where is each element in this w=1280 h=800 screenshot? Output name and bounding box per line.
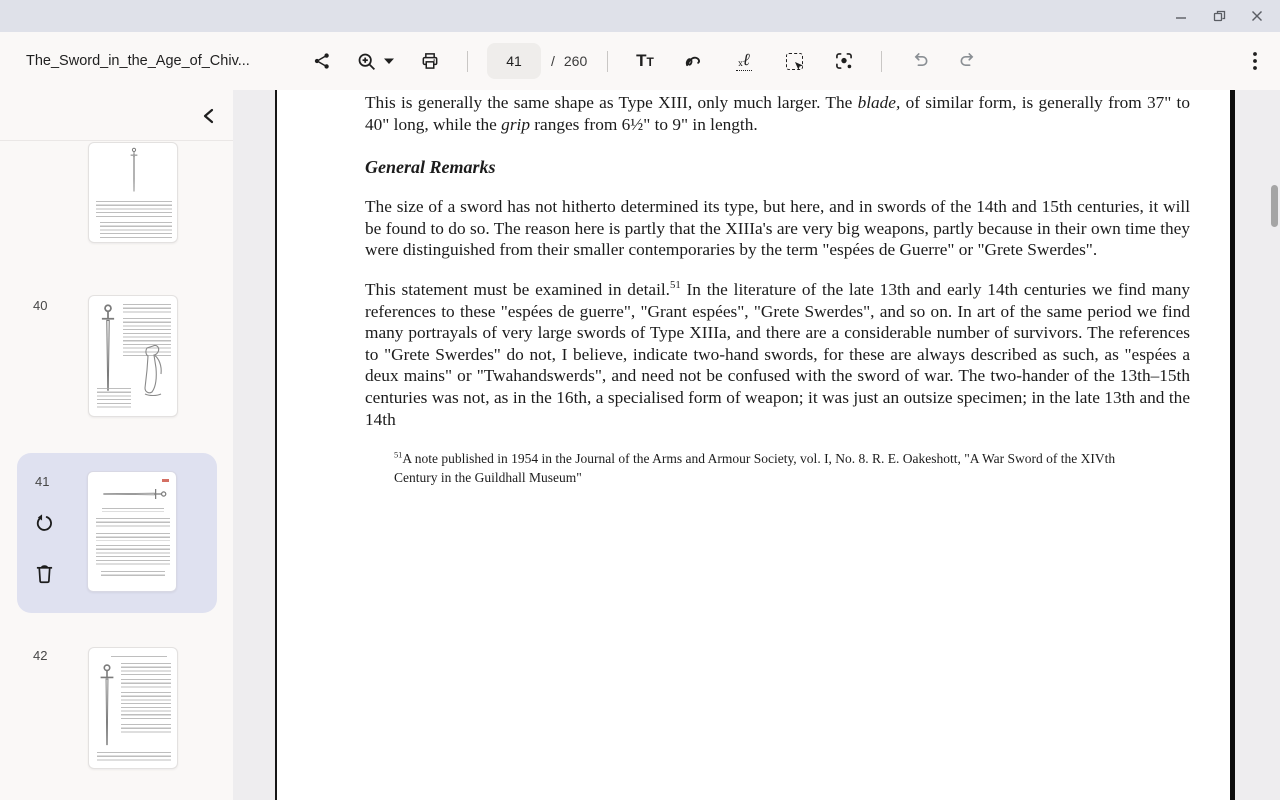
pdf-page (275, 90, 1235, 800)
page-thumbnail-selected[interactable] (87, 471, 177, 592)
pdf-viewport[interactable] (233, 90, 1280, 800)
minimize-icon[interactable] (1166, 2, 1196, 30)
vertical-scrollbar[interactable] (1271, 185, 1278, 227)
document-title: The_Sword_in_the_Age_of_Chiv... (26, 53, 250, 69)
section-heading: General Remarks (365, 157, 496, 178)
signature-icon[interactable]: xℓ (738, 49, 750, 70)
zoom-menu-caret-icon[interactable] (380, 45, 398, 77)
draw-icon[interactable] (678, 45, 710, 77)
footnote: $^{51}$A note published in 1954 in the Journal of the Arms and Armour Society, vol. I, No. 8. R. E. Oakeshott, "A War Sword of the XIVth Century in the Guildhall Museum" (394, 450, 1116, 485)
toolbar-separator (881, 51, 882, 72)
page-thumbnail[interactable] (88, 142, 178, 243)
page-label: 41 (35, 474, 50, 489)
page-thumbnail[interactable] (88, 647, 178, 769)
text-annotation-icon[interactable]: TT (636, 51, 654, 70)
window-title-bar (0, 0, 1280, 32)
thumbnail-sidebar (0, 90, 233, 800)
rotate-page-icon[interactable] (31, 510, 57, 536)
toolbar-separator (467, 51, 468, 72)
paragraph: This statement must be examined in detail.$^{51}$ In the literature of the late 13th and early 14th centuries we find many references to these "espées de guerre", "Grant espées", "Grete Swerdes", and so on. In art of the same period we find many portrayals of very large swords of Type XIIIa, and there are a considerable number of survivors. The references to "Grete Swerdes" do not, I believe, indicate two-hand swords, for these are always described as such, as "espées a deux mains" or "Twahandswerds", and need not be confused with the sword of war. The two-hander of the 13th–15th centuries was not, as in the 16th, a specialised form of weapon; it was just an outsize specimen; in the late 13th and the 14th (365, 279, 1190, 429)
chevron-left-icon[interactable] (193, 101, 223, 131)
paragraph: The size of a sword has not hitherto determined its type, but here, and in swords of the 14th and 15th centuries, it will be found to do so. The reason here is partly that the XIIIa's are very big weapons, partly because in their own time they were distinguished from their smaller contemporaries by the term "espées de Guerre" or "Grete Swerdes". (365, 197, 1190, 260)
delete-page-icon[interactable] (31, 560, 57, 586)
selected-thumbnail-container (17, 453, 217, 613)
window-controls (1166, 0, 1272, 32)
toolbar-separator (607, 51, 608, 72)
select-area-icon[interactable] (778, 45, 810, 77)
kebab-menu-icon[interactable] (1239, 45, 1271, 77)
redo-icon[interactable] (952, 45, 984, 77)
pdf-toolbar (0, 32, 1280, 90)
paragraph: This is generally the same shape as Type XIII, only much larger. The blade, of similar form, is generally from 37" to 40" long, while the grip ranges from 6½" to 9" in length. (365, 93, 1190, 134)
page-count (551, 32, 587, 90)
undo-icon[interactable] (904, 45, 936, 77)
zoom-in-icon[interactable] (350, 45, 382, 77)
sidebar-header (0, 90, 233, 141)
share-icon[interactable] (306, 45, 338, 77)
page-separator: / (551, 53, 555, 69)
restore-icon[interactable] (1204, 2, 1234, 30)
page-thumbnail[interactable] (88, 295, 178, 417)
lens-search-icon[interactable] (828, 45, 860, 77)
print-icon[interactable] (414, 45, 446, 77)
page-text (365, 90, 1190, 487)
page-number-input[interactable] (487, 43, 541, 79)
page-total: 260 (563, 53, 588, 69)
page-label: 40 (33, 298, 48, 313)
page-label: 42 (33, 648, 48, 663)
close-icon[interactable] (1242, 2, 1272, 30)
